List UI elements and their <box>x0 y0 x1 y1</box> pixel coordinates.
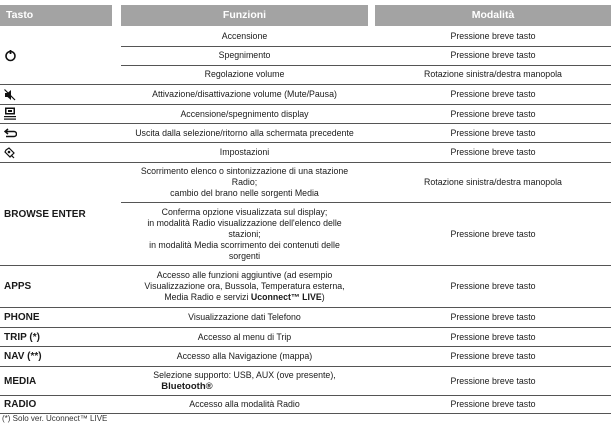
header-mode: Modalità <box>375 5 611 26</box>
function-cell: Attivazione/disattivazione volume (Mute/Pausa) <box>152 89 337 99</box>
mode-cell: Rotazione sinistra/destra manopola <box>424 69 562 79</box>
header-functions: Funzioni <box>121 5 368 26</box>
function-cell: Conferma opzione visualizzata sul display; in modalità Radio visualizzazione dell'elenco delle stazioni; in modalità Media scorrimento dei contenuti delle sorgenti <box>147 206 342 261</box>
mode-cell: Pressione breve tasto <box>450 31 536 41</box>
table-row <box>0 46 611 65</box>
key-cell: APPS <box>4 281 32 292</box>
function-cell: Accensione/spegnimento display <box>180 108 309 119</box>
mode-cell: Rotazione sinistra/destra manopola <box>424 176 562 187</box>
header-key: Tasto <box>0 5 112 26</box>
key-cell: PHONE <box>4 312 40 323</box>
mode-cell: Pressione breve tasto <box>450 312 536 322</box>
table-row-settings <box>0 143 611 162</box>
key-cell: MEDIA <box>4 375 37 387</box>
mute-icon <box>4 89 16 101</box>
settings-icon <box>4 147 16 159</box>
function-cell: Impostazioni <box>219 147 270 157</box>
mode-cell: Pressione breve tasto <box>450 89 536 99</box>
screen-off-icon <box>4 107 16 121</box>
table-row-apps <box>0 266 611 307</box>
table-row-back <box>0 124 611 142</box>
mode-cell: Pressione breve tasto <box>450 50 536 60</box>
function-cell: Accesso alla Navigazione (mappa) <box>176 351 313 361</box>
mode-cell: Pressione breve tasto <box>450 331 536 342</box>
screen-key-cell <box>0 105 112 123</box>
function-cell: Accesso al menu di Trip <box>197 331 292 342</box>
key-cell: NAV (**) <box>4 351 42 362</box>
function-cell: Scorrimento elenco o sintonizzazione di una stazione Radio; cambio del brano nelle sorgenti Media <box>140 165 349 198</box>
mode-cell: Pressione breve tasto <box>450 228 536 239</box>
settings-key-cell <box>0 143 112 162</box>
mode-cell: Pressione breve tasto <box>450 108 536 119</box>
mode-cell: Pressione breve tasto <box>450 399 536 409</box>
table-row-trip <box>0 328 611 346</box>
function-cell: Spegnimento <box>218 50 271 60</box>
key-cell: TRIP (*) <box>4 331 40 343</box>
function-cell: Visualizzazione dati Telefono <box>188 312 301 322</box>
table-row-radio <box>0 396 611 413</box>
table-row <box>0 163 611 201</box>
mode-cell: Pressione breve tasto <box>450 147 536 157</box>
function-cell: Accesso alla modalità Radio <box>189 399 300 409</box>
table-row <box>0 65 611 84</box>
table-row-nav <box>0 347 611 366</box>
mute-key-cell <box>0 85 112 104</box>
footnote: (*) Solo ver. Uconnect™ LIVE <box>2 414 108 423</box>
function-cell: Accesso alle funzioni aggiuntive (ad esempio Visualizzazione ora, Bussola, Temperatura esterna, Media Radio e servizi Uconnect™ LIVE) <box>144 270 345 302</box>
back-key-cell <box>0 124 112 142</box>
mode-cell: Pressione breve tasto <box>450 281 536 291</box>
function-cell: Selezione supporto: USB, AUX (ove presente), Bluetooth® <box>153 370 336 392</box>
table-row-mute <box>0 85 611 104</box>
table-row <box>0 27 611 46</box>
back-arrow-icon <box>4 128 17 138</box>
mode-cell: Pressione breve tasto <box>450 351 536 361</box>
table-row <box>0 203 611 265</box>
table-row-media <box>0 367 611 395</box>
mode-cell: Pressione breve tasto <box>450 127 536 138</box>
table-row-phone <box>0 308 611 327</box>
key-cell: BROWSE ENTER <box>4 208 86 220</box>
table-row-screen <box>0 105 611 123</box>
mode-cell: Pressione breve tasto <box>450 375 536 386</box>
function-cell: Accensione <box>221 31 268 41</box>
function-cell: Uscita dalla selezione/ritorno alla schermata precedente <box>135 127 354 138</box>
key-cell: RADIO <box>4 399 37 410</box>
function-cell: Regolazione volume <box>204 69 285 79</box>
